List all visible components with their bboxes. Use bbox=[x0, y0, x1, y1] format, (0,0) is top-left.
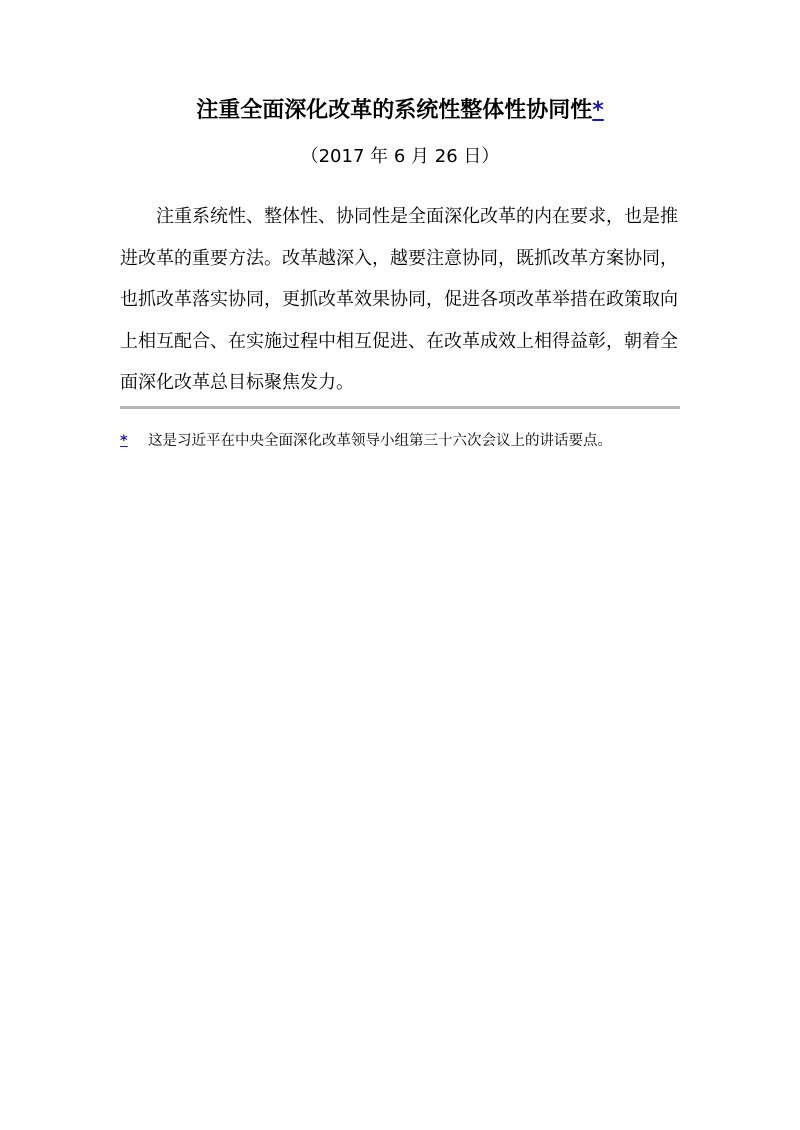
footnote-divider bbox=[120, 406, 680, 409]
body-paragraph: 注重系统性、整体性、协同性是全面深化改革的内在要求，也是推进改革的重要方法。改革越深入，越要注意协同，既抓改革方案协同，也抓改革落实协同，更抓改革效果协同，促进各项改革举措在政策取向上相互配合、在实施过程中相互促进、在改革成效上相得益彰，朝着全面深化改革总目标聚焦发力。 bbox=[120, 206, 678, 393]
page-title bbox=[120, 93, 680, 129]
document-date: （2017 年 6 月 26 日） bbox=[300, 146, 500, 167]
title-text: 注重全面深化改革的系统性整体性协同性 bbox=[196, 98, 593, 123]
footnote-text: 这是习近平在中央全面深化改革领导小组第三十六次会议上的讲话要点。 bbox=[148, 433, 612, 449]
title-footnote-link[interactable]: * bbox=[592, 98, 604, 123]
footnote-backlink[interactable]: * bbox=[120, 433, 128, 449]
footnote bbox=[120, 428, 680, 454]
